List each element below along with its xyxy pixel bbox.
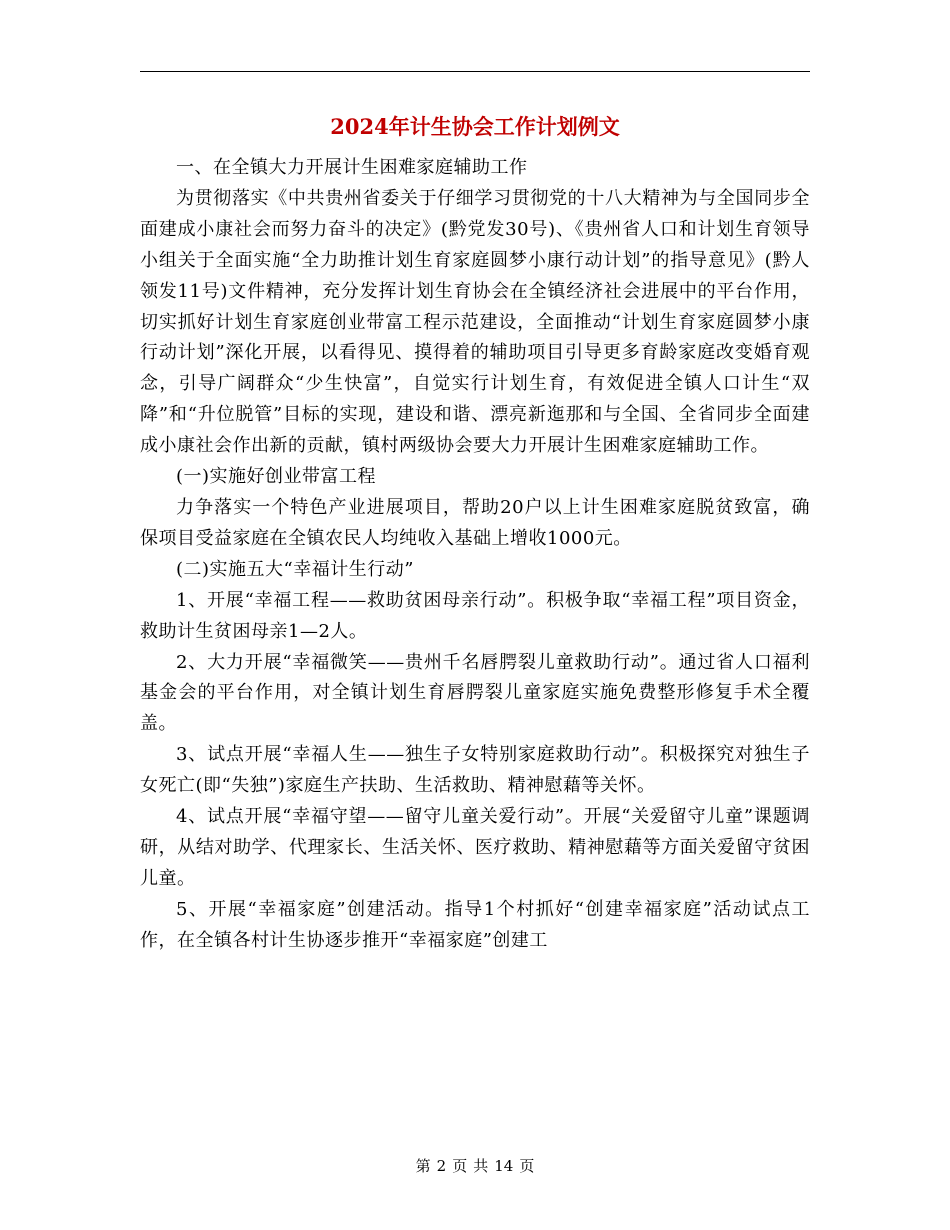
footer-label-page: 第 — [415, 1157, 431, 1175]
list-item: 5、开展“幸福家庭”创建活动。指导1个村抓好“创建幸福家庭”活动试点工作，在全镇各村计生协逐步推开“幸福家庭”创建工 — [140, 898, 810, 951]
footer-total-pages: 14 — [494, 1157, 514, 1175]
page-footer — [0, 1155, 950, 1177]
footer-label-unit-end: 页 — [519, 1157, 535, 1175]
body-paragraph: 为贯彻落实《中共贵州省委关于仔细学习贯彻党的十八大精神为与全国同步全面建成小康社会而努力奋斗的决定》(黔党发30号)、《贵州省人口和计划生育领导小组关于全面实施“全力助推计划生育家庭圆梦小康行动计划”的指导意见》(黔人领发11号)文件精神，充分发挥计划生育协会在全镇经济社会进展中的平台作用，切实抓好计划生育家庭创业带富工程示范建设，全面推动“计划生育家庭圆梦小康行动计划”深化开展，以看得见、摸得着的辅助项目引导更多育龄家庭改变婚育观念，引导广阔群众“少生快富”，自觉实行计划生育，有效促进全镇人口计生“双降”和“升位脱管”目标的实现，建设和谐、漂亮新迤那和与全国、全省同步全面建成小康社会作出新的贡献，镇村两级协会要大力开展计生困难家庭辅助工作。 — [140, 187, 810, 457]
subsection-heading-1: (一)实施好创业带富工程 — [176, 466, 377, 488]
footer-label-total: 共 — [473, 1157, 489, 1175]
list-item: 1、开展“幸福工程——救助贫困母亲行动”。积极争取“幸福工程”项目资金，救助计生贫困母亲1—2人。 — [140, 589, 810, 642]
document-body — [140, 153, 810, 957]
document-title: 2024年计生协会工作计划例文 — [330, 114, 620, 139]
list-item: 2、大力开展“幸福微笑——贵州千名唇腭裂儿童救助行动”。通过省人口福利基金会的平台作用，对全镇计划生育唇腭裂儿童家庭实施免费整形修复手术全覆盖。 — [140, 651, 810, 735]
footer-label-unit: 页 — [452, 1157, 468, 1175]
list-item: 4、试点开展“幸福守望——留守儿童关爱行动”。开展“关爱留守儿童”课题调研，从结对助学、代理家长、生活关怀、医疗救助、精神慰藉等方面关爱留守贫困儿童。 — [140, 806, 810, 889]
list-item: 3、试点开展“幸福人生——独生子女特别家庭救助行动”。积极探究对独生子女死亡(即“失独”)家庭生产扶助、生活救助、精神慰藉等关怀。 — [140, 744, 810, 797]
subsection-heading-2: (二)实施五大“幸福计生行动” — [176, 558, 414, 580]
body-paragraph: 力争落实一个特色产业进展项目，帮助20户以上计生困难家庭脱贫致富，确保项目受益家庭在全镇农民人均纯收入基础上增收1000元。 — [140, 496, 810, 549]
header-rule — [140, 71, 810, 72]
section-heading-1: 一、在全镇大力开展计生困难家庭辅助工作 — [176, 157, 528, 178]
footer-current-page: 2 — [436, 1157, 447, 1175]
